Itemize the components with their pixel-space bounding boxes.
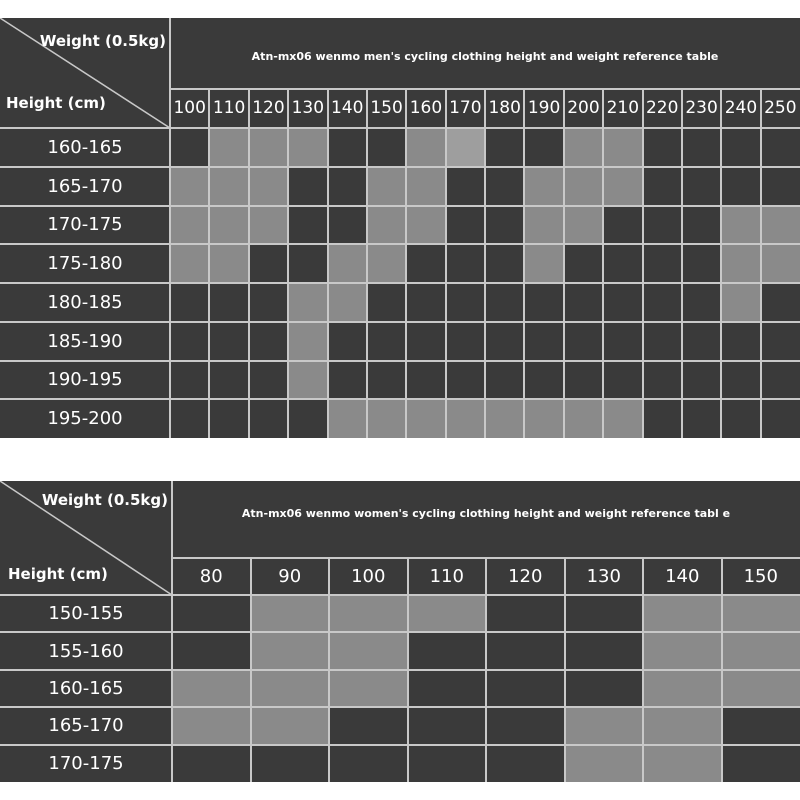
- weight-column-header: 130: [586, 565, 621, 587]
- size-cell: [408, 632, 487, 669]
- grid-line: [720, 88, 722, 438]
- size-cell: [722, 707, 800, 744]
- weight-label: Weight (0.5kg): [41, 491, 168, 509]
- size-cell: [328, 361, 367, 400]
- size-cell: [172, 595, 251, 632]
- grid-line: [523, 88, 525, 438]
- size-cell: [486, 670, 565, 707]
- height-row-label: 180-185: [47, 291, 123, 313]
- size-cell: [406, 167, 445, 206]
- size-cell: [643, 632, 722, 669]
- size-cell: [172, 670, 251, 707]
- size-cell: [446, 399, 485, 438]
- size-cell: [761, 244, 800, 283]
- size-cell: [486, 595, 565, 632]
- grid-line: [366, 88, 368, 438]
- size-cell: [209, 322, 248, 361]
- size-cell: [643, 707, 722, 744]
- size-cell: [249, 283, 288, 322]
- size-cell: [485, 206, 524, 245]
- size-cell: [329, 632, 408, 669]
- height-row-label: 195-200: [47, 408, 123, 430]
- weight-column-header: 190: [527, 98, 561, 118]
- table-title: Atn-mx06 wenmo women's cycling clothing height and weight reference tabl e: [241, 507, 731, 520]
- size-cell: [486, 707, 565, 744]
- size-cell: [524, 399, 563, 438]
- size-cell: [722, 670, 800, 707]
- size-cell: [486, 632, 565, 669]
- size-cell: [328, 283, 367, 322]
- weight-column-header: 140: [330, 98, 364, 118]
- size-cell: [565, 707, 644, 744]
- size-cell: [329, 670, 408, 707]
- size-cell: [761, 322, 800, 361]
- weight-column-header: 80: [199, 565, 223, 587]
- size-cell: [288, 283, 327, 322]
- size-cell: [721, 206, 760, 245]
- size-cell: [721, 399, 760, 438]
- size-cell: [721, 283, 760, 322]
- height-row-label: 150-155: [48, 603, 124, 625]
- size-cell: [367, 361, 406, 400]
- size-cell: [761, 167, 800, 206]
- size-cell: [251, 632, 330, 669]
- size-cell: [367, 322, 406, 361]
- height-row-label: 185-190: [47, 330, 123, 352]
- size-cell: [564, 399, 603, 438]
- height-row-label: 175-180: [47, 253, 123, 275]
- height-row-label: 170-175: [47, 214, 123, 236]
- size-cell: [682, 167, 721, 206]
- size-cell: [408, 745, 487, 782]
- size-cell: [288, 128, 327, 167]
- size-cell: [170, 128, 209, 167]
- size-cell: [603, 244, 642, 283]
- grid-line: [248, 88, 250, 438]
- size-cell: [564, 244, 603, 283]
- size-cell: [367, 244, 406, 283]
- size-cell: [251, 670, 330, 707]
- size-cell: [446, 128, 485, 167]
- grid-line: [681, 88, 683, 438]
- weight-column-header: 120: [508, 565, 543, 587]
- size-cell: [643, 745, 722, 782]
- size-cell: [643, 283, 682, 322]
- size-cell: [682, 128, 721, 167]
- size-cell: [682, 322, 721, 361]
- size-cell: [564, 128, 603, 167]
- weight-column-header: 110: [429, 565, 464, 587]
- size-cell: [367, 167, 406, 206]
- size-cell: [170, 167, 209, 206]
- size-cell: [172, 632, 251, 669]
- size-cell: [524, 128, 563, 167]
- size-cell: [209, 399, 248, 438]
- size-cell: [406, 206, 445, 245]
- weight-column-header: 220: [645, 98, 679, 118]
- height-row-label: 190-195: [47, 369, 123, 391]
- size-cell: [485, 399, 524, 438]
- grid-line: [642, 88, 644, 438]
- size-cell: [565, 595, 644, 632]
- size-cell: [486, 745, 565, 782]
- size-cell: [249, 361, 288, 400]
- weight-column-header: 240: [724, 98, 758, 118]
- size-cell: [721, 167, 760, 206]
- size-cell: [603, 206, 642, 245]
- size-cell: [603, 322, 642, 361]
- size-cell: [761, 128, 800, 167]
- size-cell: [524, 244, 563, 283]
- size-cell: [172, 745, 251, 782]
- grid-line: [445, 88, 447, 438]
- size-cell: [485, 283, 524, 322]
- height-row-label: 165-170: [47, 175, 123, 197]
- size-cell: [682, 361, 721, 400]
- weight-column-header: 130: [291, 98, 325, 118]
- weight-column-header: 100: [173, 98, 206, 118]
- size-cell: [209, 361, 248, 400]
- size-cell: [406, 361, 445, 400]
- height-label: Height (cm): [8, 565, 108, 583]
- size-cell: [485, 361, 524, 400]
- size-cell: [329, 595, 408, 632]
- size-cell: [643, 399, 682, 438]
- table-title: Atn-mx06 wenmo men's cycling clothing height and weight reference table: [251, 50, 719, 63]
- weight-column-header: 200: [567, 98, 600, 118]
- size-cell: [721, 128, 760, 167]
- weight-column-header: 90: [278, 565, 302, 587]
- size-cell: [249, 322, 288, 361]
- grid-line: [208, 88, 210, 438]
- size-cell: [288, 361, 327, 400]
- size-cell: [485, 244, 524, 283]
- size-cell: [406, 399, 445, 438]
- size-cell: [564, 167, 603, 206]
- size-cell: [564, 206, 603, 245]
- size-cell: [722, 745, 800, 782]
- height-row-label: 160-165: [48, 677, 124, 699]
- grid-line: [760, 88, 762, 438]
- size-cell: [172, 707, 251, 744]
- size-cell: [408, 707, 487, 744]
- size-cell: [170, 322, 209, 361]
- size-cell: [643, 322, 682, 361]
- size-cell: [249, 206, 288, 245]
- weight-column-header: 160: [409, 98, 443, 118]
- size-cell: [524, 167, 563, 206]
- men-size-table: [0, 18, 800, 438]
- size-cell: [209, 283, 248, 322]
- size-cell: [721, 244, 760, 283]
- size-cell: [288, 206, 327, 245]
- women-size-table: [0, 481, 800, 782]
- height-row-label: 155-160: [48, 640, 124, 662]
- size-cell: [524, 283, 563, 322]
- grid-line: [484, 88, 486, 438]
- size-cell: [251, 595, 330, 632]
- size-cell: [446, 322, 485, 361]
- size-cell: [209, 167, 248, 206]
- size-cell: [682, 283, 721, 322]
- size-cell: [328, 322, 367, 361]
- size-cell: [170, 283, 209, 322]
- size-cell: [446, 244, 485, 283]
- size-cell: [406, 283, 445, 322]
- size-cell: [446, 361, 485, 400]
- size-cell: [329, 707, 408, 744]
- size-cell: [682, 399, 721, 438]
- size-cell: [408, 670, 487, 707]
- size-cell: [761, 283, 800, 322]
- grid-line: [327, 88, 329, 438]
- size-cell: [722, 632, 800, 669]
- size-cell: [367, 206, 406, 245]
- weight-column-header: 140: [665, 565, 700, 587]
- weight-column-header: 120: [252, 98, 285, 118]
- weight-column-header: 250: [764, 98, 797, 118]
- size-cell: [564, 361, 603, 400]
- weight-column-header: 100: [351, 565, 386, 587]
- size-cell: [251, 745, 330, 782]
- size-cell: [564, 283, 603, 322]
- size-cell: [643, 128, 682, 167]
- size-cell: [485, 322, 524, 361]
- size-cell: [485, 167, 524, 206]
- size-cell: [251, 707, 330, 744]
- grid-line: [405, 88, 407, 438]
- size-cell: [722, 595, 800, 632]
- weight-label: Weight (0.5kg): [39, 32, 166, 50]
- height-label: Height (cm): [6, 94, 106, 112]
- size-cell: [288, 322, 327, 361]
- size-cell: [603, 361, 642, 400]
- size-cell: [603, 167, 642, 206]
- size-cell: [249, 399, 288, 438]
- grid-line: [287, 88, 289, 438]
- weight-column-header: 150: [743, 565, 778, 587]
- size-cell: [761, 361, 800, 400]
- grid-line: [563, 88, 565, 438]
- size-cell: [170, 361, 209, 400]
- size-cell: [446, 206, 485, 245]
- size-cell: [209, 206, 248, 245]
- size-cell: [524, 361, 563, 400]
- size-cell: [643, 167, 682, 206]
- size-cell: [209, 244, 248, 283]
- size-cell: [328, 244, 367, 283]
- size-cell: [565, 670, 644, 707]
- weight-column-header: 210: [606, 98, 640, 118]
- size-cell: [721, 361, 760, 400]
- size-cell: [446, 167, 485, 206]
- size-cell: [249, 244, 288, 283]
- size-cell: [367, 399, 406, 438]
- size-cell: [170, 206, 209, 245]
- size-cell: [603, 283, 642, 322]
- size-cell: [524, 322, 563, 361]
- size-cell: [603, 399, 642, 438]
- size-cell: [170, 399, 209, 438]
- weight-column-header: 110: [212, 98, 246, 118]
- height-row-label: 160-165: [47, 136, 123, 158]
- size-cell: [408, 595, 487, 632]
- size-cell: [565, 745, 644, 782]
- size-cell: [249, 167, 288, 206]
- size-cell: [643, 361, 682, 400]
- size-cell: [406, 244, 445, 283]
- size-cell: [328, 128, 367, 167]
- weight-column-header: 170: [449, 98, 482, 118]
- size-cell: [761, 206, 800, 245]
- size-cell: [328, 399, 367, 438]
- height-row-label: 170-175: [48, 752, 124, 774]
- size-cell: [367, 128, 406, 167]
- size-cell: [565, 632, 644, 669]
- size-cell: [328, 167, 367, 206]
- size-cell: [209, 128, 248, 167]
- size-cell: [643, 595, 722, 632]
- size-cell: [329, 745, 408, 782]
- size-cell: [643, 244, 682, 283]
- size-cell: [721, 322, 760, 361]
- size-cell: [288, 167, 327, 206]
- size-cell: [682, 244, 721, 283]
- grid-line: [602, 88, 604, 438]
- size-cell: [288, 399, 327, 438]
- size-cell: [524, 206, 563, 245]
- size-cell: [406, 322, 445, 361]
- height-row-label: 165-170: [48, 715, 124, 737]
- weight-column-header: 180: [488, 98, 521, 118]
- size-cell: [485, 128, 524, 167]
- size-cell: [446, 283, 485, 322]
- size-cell: [288, 244, 327, 283]
- size-cell: [761, 399, 800, 438]
- size-cell: [643, 670, 722, 707]
- size-cell: [603, 128, 642, 167]
- size-cell: [170, 244, 209, 283]
- size-cell: [249, 128, 288, 167]
- size-cell: [328, 206, 367, 245]
- size-cell: [367, 283, 406, 322]
- size-cell: [682, 206, 721, 245]
- size-cell: [564, 322, 603, 361]
- size-cell: [643, 206, 682, 245]
- size-cell: [406, 128, 445, 167]
- weight-column-header: 150: [370, 98, 403, 118]
- weight-column-header: 230: [685, 98, 718, 118]
